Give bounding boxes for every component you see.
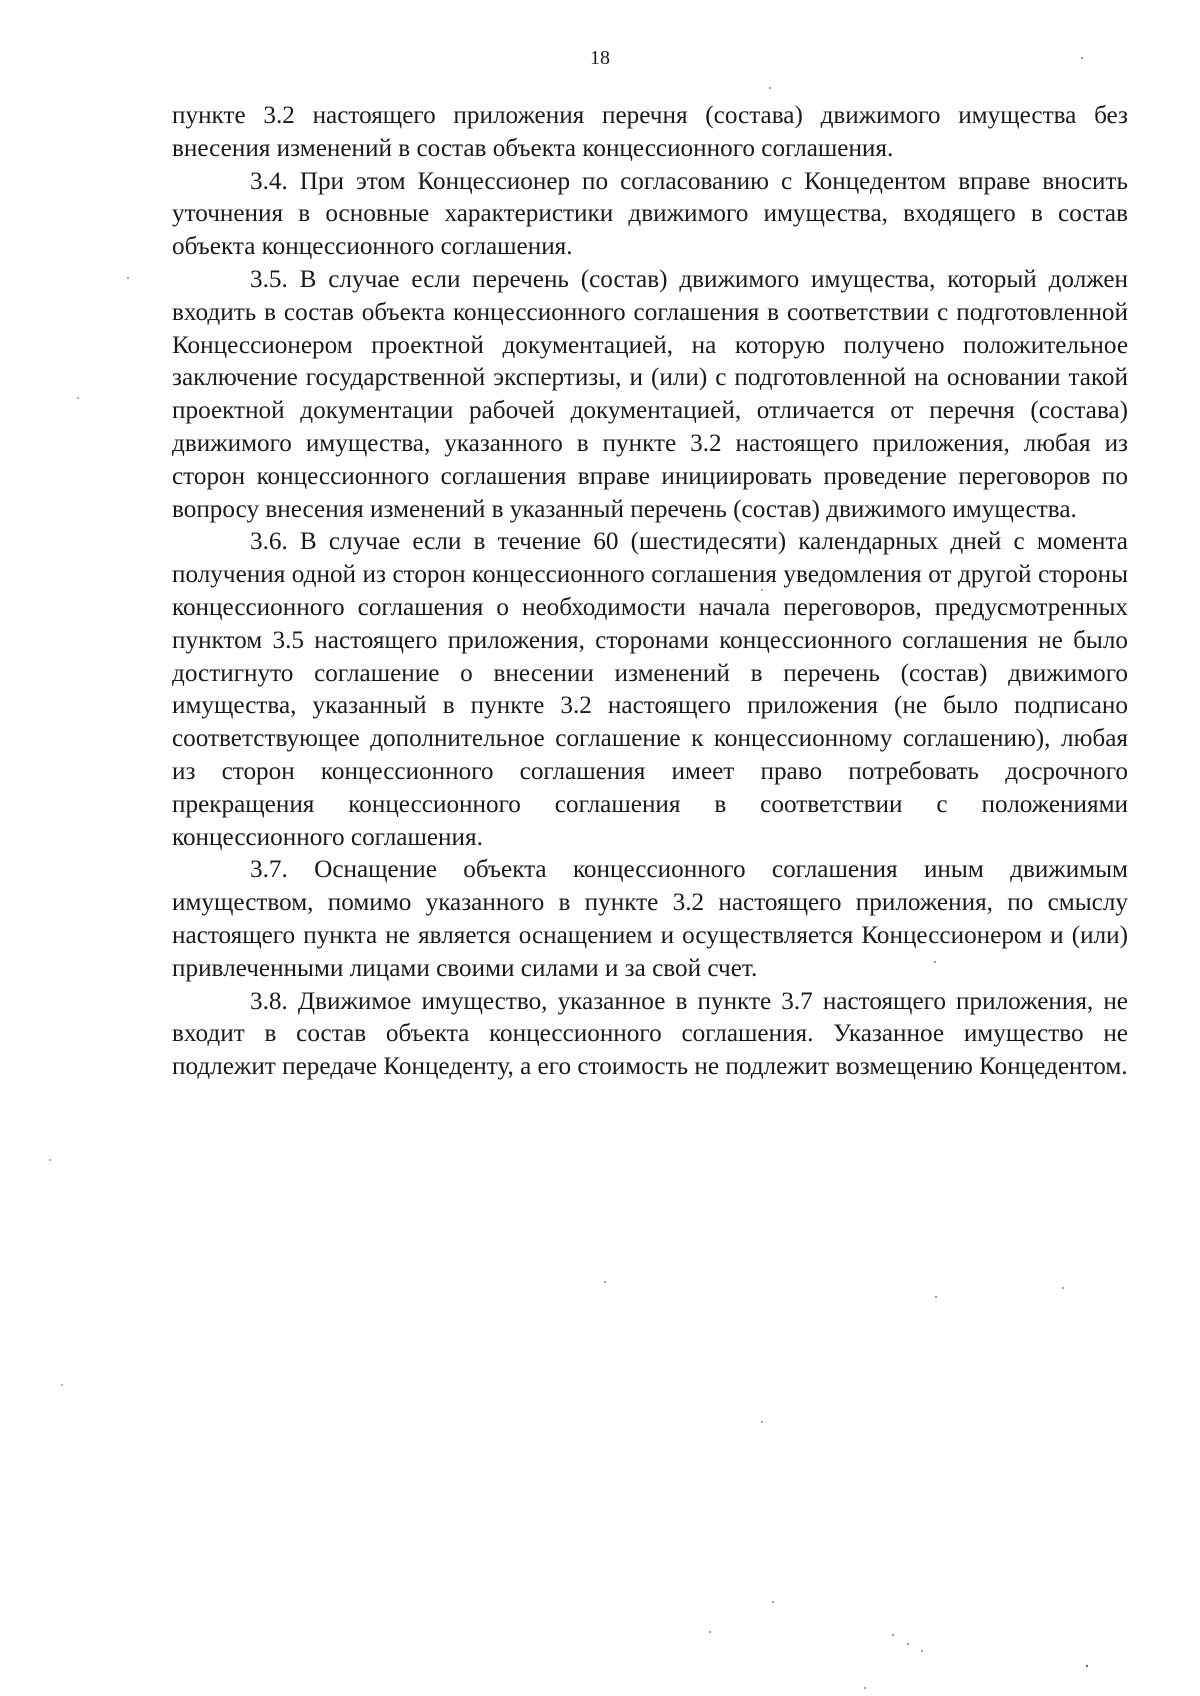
paragraph-3-6: 3.6. В случае если в течение 60 (шестидесяти) календарных дней с момента получения одной из сторон концессионного соглашения уведомления от другой стороны концессионного соглашения о необходимости начала переговоров, предусмотренных пунктом 3.5 настоящего приложения, сторонами концессионного соглашения не было достигнуто соглашение о внесении изменений в перечень (состав) движимого имущества, указанный в пункте 3.2 настоящего приложения (не было подписано соответствующее дополнительное соглашение к концессионному соглашению), любая из сторон концессионного соглашения имеет право потребовать досрочного прекращения концессионного соглашения в соответствии с положениями концессионного соглашения. (172, 528, 1128, 851)
paragraph-3-4: 3.4. При этом Концессионер по согласованию с Концедентом вправе вносить уточнения в основные характеристики движимого имущества, входящего в состав объекта концессионного соглашения. (172, 167, 1128, 261)
paragraph-3-8: 3.8. Движимое имущество, указанное в пункте 3.7 настоящего приложения, не входит в состав объекта концессионного соглашения. Указанное имущество не подлежит передаче Концеденту, а его стоимость не подлежит возмещению Концедентом. (172, 987, 1128, 1081)
paragraph-3-5: 3.5. В случае если перечень (состав) движимого имущества, который должен входить в состав объекта концессионного соглашения в соответствии с подготовленной Концессионером проектной документацией, на которую получено положительное заключение государственной экспертизы, и (или) с подготовленной на основании такой проектной документации рабочей документацией, отличается от перечня (состава) движимого имущества, указанного в пункте 3.2 настоящего приложения, любая из сторон концессионного соглашения вправе инициировать проведение переговоров по вопросу внесения изменений в указанный перечень (состав) движимого имущества. (172, 265, 1128, 523)
paragraph-3-7: 3.7. Оснащение объекта концессионного соглашения иным движимым имуществом, помимо указанного в пункте 3.2 настоящего приложения, по смыслу настоящего пункта не является оснащением и осуществляется Концессионером и (или) привлеченными лицами своими силами и за свой счет. (172, 856, 1128, 982)
paragraph-3-3-continuation: пункте 3.2 настоящего приложения перечня (состава) движимого имущества без внесения изменений в состав объекта концессионного соглашения. (172, 102, 1128, 162)
page-number: 18 (590, 47, 610, 69)
document-body (172, 100, 1128, 1084)
